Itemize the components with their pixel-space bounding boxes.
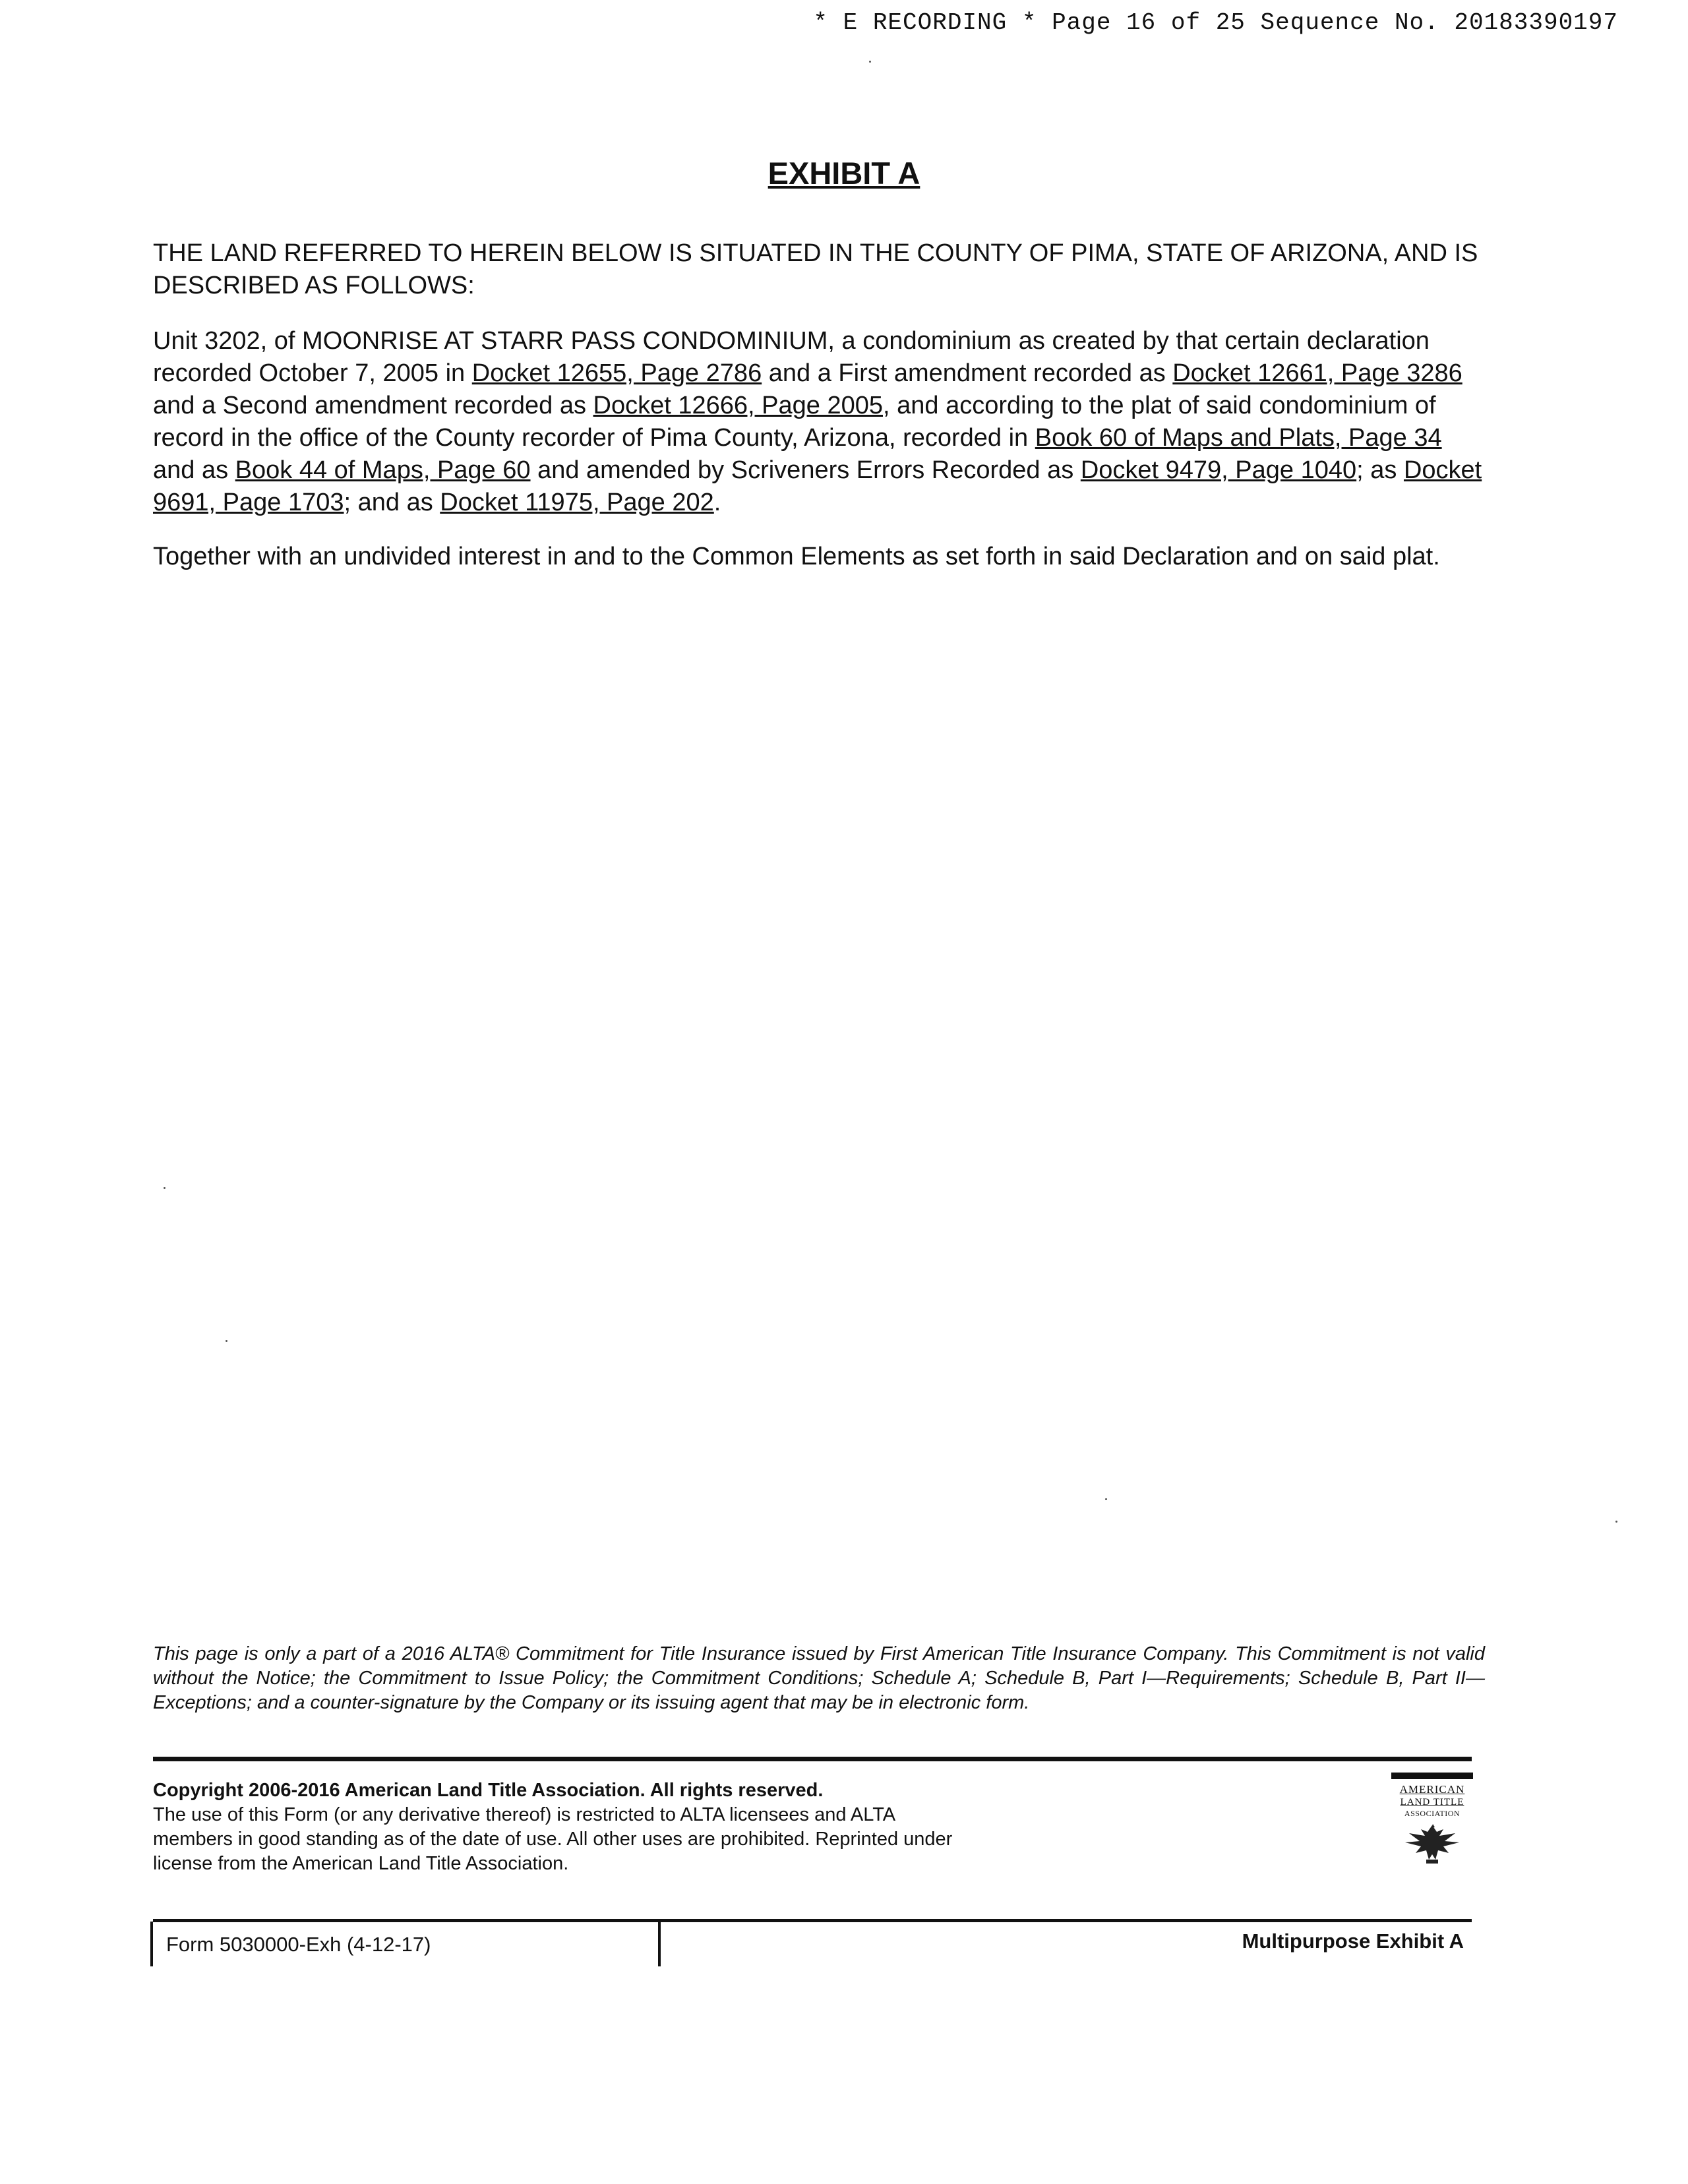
copyright-heading: Copyright 2006-2016 American Land Title Association. All rights reserved. [153,1780,824,1801]
recording-stamp: * E RECORDING * Page 16 of 25 Sequence No. 20183390197 [813,9,1618,36]
legal-text: ; as [1356,456,1404,484]
scan-speck [226,1340,227,1342]
intro-paragraph: THE LAND REFERRED TO HEREIN BELOW IS SITUATED IN THE COUNTY OF PIMA, STATE OF ARIZONA, AND IS DESCRIBED AS FOLLOWS: [153,239,1478,299]
form-name: Multipurpose Exhibit A [1242,1929,1464,1953]
scan-speck [1615,1521,1617,1523]
legal-text: , and according to the plat of said condominium of record in the office of the County recorder of Pima County, Arizona, recorded in [153,392,1436,452]
scan-speck [869,61,871,63]
logo-line-3: ASSOCIATION [1404,1809,1461,1818]
plat-reference: Book 44 of Maps, Page 60 [235,456,531,484]
legal-text: . [713,489,721,516]
page-title: EXHIBIT A [768,156,920,191]
eagle-icon [1402,1821,1462,1866]
legal-text: and amended by Scriveners Errors Recorded as [530,456,1081,484]
logo-bar [1391,1773,1473,1779]
legal-text: and a First amendment recorded as [762,359,1173,387]
form-number: Form 5030000-Exh (4-12-17) [166,1933,431,1956]
scan-speck [164,1187,166,1189]
copyright-block [153,1778,977,1876]
footer-divider [153,1757,1472,1761]
legal-text: and as [153,456,235,484]
plat-reference: Book 60 of Maps and Plats, Page 34 [1035,424,1442,452]
docket-reference: Docket 12655, Page 2786 [471,359,762,387]
legal-text: and a Second amendment recorded as [153,392,593,419]
form-box-right-border [658,1922,661,1966]
common-elements-paragraph: Together with an undivided interest in and to the Common Elements as set forth in said Declaration and on said plat. [153,543,1440,570]
form-divider [153,1919,1472,1922]
legal-description [153,325,1485,519]
docket-reference: Docket 12661, Page 3286 [1172,359,1462,387]
form-box-left-border [150,1922,153,1966]
docket-reference: Docket 9691, Page 1703 [153,456,1482,516]
alta-logo [1391,1773,1473,1866]
docket-reference: Docket 11975, Page 202 [440,489,714,516]
logo-line-1: AMERICAN [1399,1783,1465,1796]
legal-text: Unit 3202, of MOONRISE AT STARR PASS CONDOMINIUM, a condominium as created by that certain declaration recorded October 7, 2005 in [153,327,1430,387]
docket-reference: Docket 9479, Page 1040 [1080,456,1357,484]
logo-line-2: LAND TITLE [1400,1797,1464,1807]
copyright-text: The use of this Form (or any derivative thereof) is restricted to ALTA licensees and ALTA members in good standing as of the date of use. All other uses are prohibited. Reprinted under license from the American Land Title Association. [153,1804,953,1874]
legal-text: ; and as [344,489,440,516]
scan-speck [1105,1498,1107,1500]
docket-reference: Docket 12666, Page 2005 [593,392,883,419]
commitment-notice: This page is only a part of a 2016 ALTA® Commitment for Title Insurance issued by First American Title Insurance Company. This Commitment is not valid without the Notice; the Commitment to Issue Policy; the Commitment Conditions; Schedule A; Schedule B, Part I—Requirements; Schedule B, Part II—Exceptions; and a counter-signature by the Company or its issuing agent that may be in electronic form. [153,1643,1485,1713]
